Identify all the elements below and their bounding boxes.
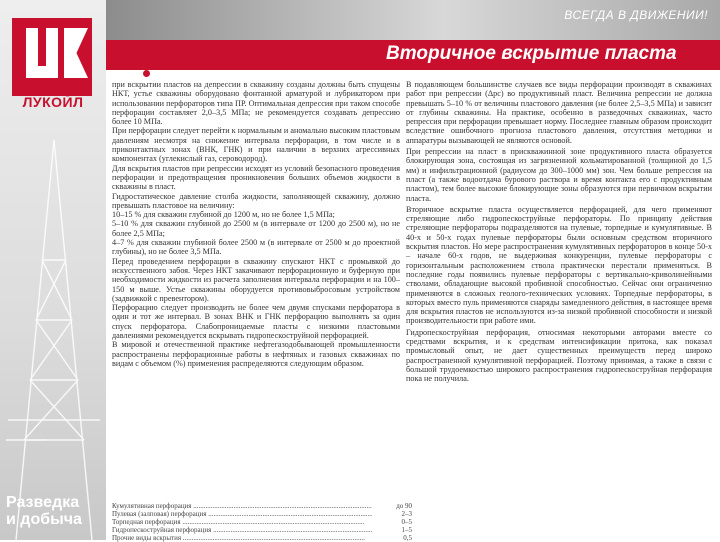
table-cell-name: Торпедная перфорация .....	[112, 518, 372, 526]
division-label	[6, 494, 82, 528]
table-cell-value: 1–5	[401, 526, 412, 534]
division-line-2: и добыча	[6, 511, 82, 528]
left-paragraph: Перед проведением перфорации в скважину спускают НКТ с промывкой до искусственного забоя. Через НКТ закачивают перфорационную и буферную при необходимости жидкости из расчета заполнения интервала перфорации и на 100–150 м выше. Устье скважины оборудуется противовыбросовым устройством (задвижкой с превентором).	[112, 256, 400, 303]
sidebar	[0, 0, 106, 540]
table-row	[112, 526, 412, 534]
left-paragraph: 5–10 % для скважин глубиной до 2500 м (в интервале от 1200 до 2500 м), но не более 2,5 МПа;	[112, 219, 400, 238]
oil-rig-icon	[6, 140, 102, 540]
table-row	[112, 534, 412, 542]
right-paragraph: В подавляющем большинстве случаев все виды перфорации производят в скважинах работ при репрессии (Δpc) во продуктивный пласт. Величина репрессии не должна превышать 5–10 % от величины пластового давления (не более 2,5–3,5 МПа) и зависит от глубины скважины. На практике, особенно в разведочных скважинах, часто репрессия при перфорации превышает норму. Последнее главным образом происходит вследствие ошибочного прогноза пластового давления, отсутствия методики и аппаратуры вызывающей не являются основой.	[406, 80, 712, 145]
left-paragraph: Для вскрытия пластов при репрессии исходят из условий безопасного проведения перфорации и предотвращения проникновения больших объемов жидкости в скважины в пласт.	[112, 163, 400, 192]
table-cell-value: 0,5	[403, 534, 412, 542]
left-paragraph: Перфорацию следует производить не более чем двумя спусками перфоратора в один и тот же интервал. В зонах ВНК и ГНК перфорацию выполнять за один спуск перфоратора. Слабопроницаемые пласты с низкими пластовыми давлениями рекомендуется вскрывать гидропескоструйной перфорацией.	[112, 303, 400, 341]
table-cell-value: 0–5	[401, 518, 412, 526]
table-row	[112, 502, 412, 510]
left-paragraph: При перфорации следует перейти к нормальным и аномально высоким пластовым давлениям несмотря на снижение интервала перфорации, в том числе и в приконтактных зонах (ВНК, ГНК) и при наличии в верхних агрессивных компонентах (углекислый газ, сероводород).	[112, 126, 400, 164]
right-paragraph: При репрессии на пласт в прискважинной зоне продуктивного пласта образуется блокирующая зона, состоящая из загрязненной кольматированной (толщиной до 1,5 мм) и инфильтрационной (радиусом до 300–1000 мм) зон. Чем больше репрессия на пласт (а также водоотдача бурового раствора и время контакта его с продуктивным пластом), тем более высокие блокирующие зоны образуются при первичном вскрытии пласта.	[406, 147, 712, 203]
right-paragraph: Вторичное вскрытие пласта осуществляется перфорацией, для чего применяют стреляющие либо гидропескоструйные перфораторы. По принципу действия стреляющие перфораторы подразделяются на пулевые, торпедные и кумулятивные. В 40-х и 50-х годах пулевые перфораторы были основным средством вторичного вскрытия пластов. Но мере распространения кумулятивных перфораторов в конце 50-х – начале 60-х годов, не выдерживая конкуренции, пулевые перфораторы с горизонтальным расположением ствола практически перестали применяться. В последние годы появились пулевые перфораторы с вертикально-криволинейными стволами, обладающие высокой пробивной способностью. Сейчас они ограниченно применяются в сложных геолого-технических условиях. Торпедные перфораторы, в которых вместо пуль применяются снаряды замедленного действия, в настоящее время для вскрытия пластов не используются из-за низкой пробивной способности и низкой производительности при работе ими.	[406, 204, 712, 326]
left-paragraph: при вскрытии пластов на депрессии в скважину созданы должны быть спущены НКТ, устье скважины оборудовано фонтанной арматурой и лубрикатором при использовании перфораторов типа ПР. Оптимальная депрессия при таком способе перфорации составляет 2,0–3,5 МПа; не рекомендуется создавать депрессию более 10 МПа.	[112, 80, 400, 127]
table-row	[112, 518, 412, 526]
slide-title: Вторичное вскрытие пласта	[386, 43, 677, 64]
company-name: ЛУКОЙЛ	[22, 94, 84, 110]
top-banner	[106, 0, 720, 40]
perforation-share-table	[112, 502, 412, 542]
table-cell-name: Прочие виды вскрытия .....	[112, 534, 372, 542]
left-paragraph: В мировой и отечественной практике нефтегазодобывающей промышленности распространены перфорационные работы в нефтяных и газовых скважинах по видам с объемом (%) применения распределяются следующим образом.	[112, 340, 400, 368]
slogan: ВСЕГДА В ДВИЖЕНИИ!	[564, 8, 708, 22]
table-cell-name: Кумулятивная перфорация .....	[112, 502, 372, 510]
division-line-1: Разведка	[6, 494, 80, 511]
table-cell-name: Пулевая (залповая) перфорация .....	[112, 510, 372, 518]
right-paragraph: Гидропескоструйная перфорация, относимая некоторыми авторами вместе со средствами вскрытия, и к средствам интенсификации притока, как показал промысловый опыт, не дает существенных преимуществ перед широко распространенной кумулятивной перфорацией. Поэтому принимая, а также в связи с большой трудоемкостью широкого распространения гидропескоструйная перфорация пока не получила.	[406, 327, 712, 384]
lukoil-logo-icon	[12, 18, 92, 96]
table-row	[112, 510, 412, 518]
right-text-column	[406, 80, 712, 536]
bullet-dot	[143, 70, 150, 77]
table-cell-name: Гидропескоструйная перфорация .....	[112, 526, 372, 534]
left-text-column	[112, 80, 400, 498]
left-paragraph: 4–7 % для скважин глубиной более 2500 м (в интервале от 2500 м до проектной глубины), но не более 3,5 МПа.	[112, 238, 400, 257]
left-paragraph: 10–15 % для скважин глубиной до 1200 м, но не более 1,5 МПа;	[112, 210, 335, 220]
table-cell-value: 2–3	[401, 510, 412, 518]
left-paragraph: Гидростатическое давление столба жидкости, заполняющей скважину, должно превышать пластовое на величину:	[112, 191, 400, 210]
table-cell-value: до 90	[396, 502, 412, 510]
